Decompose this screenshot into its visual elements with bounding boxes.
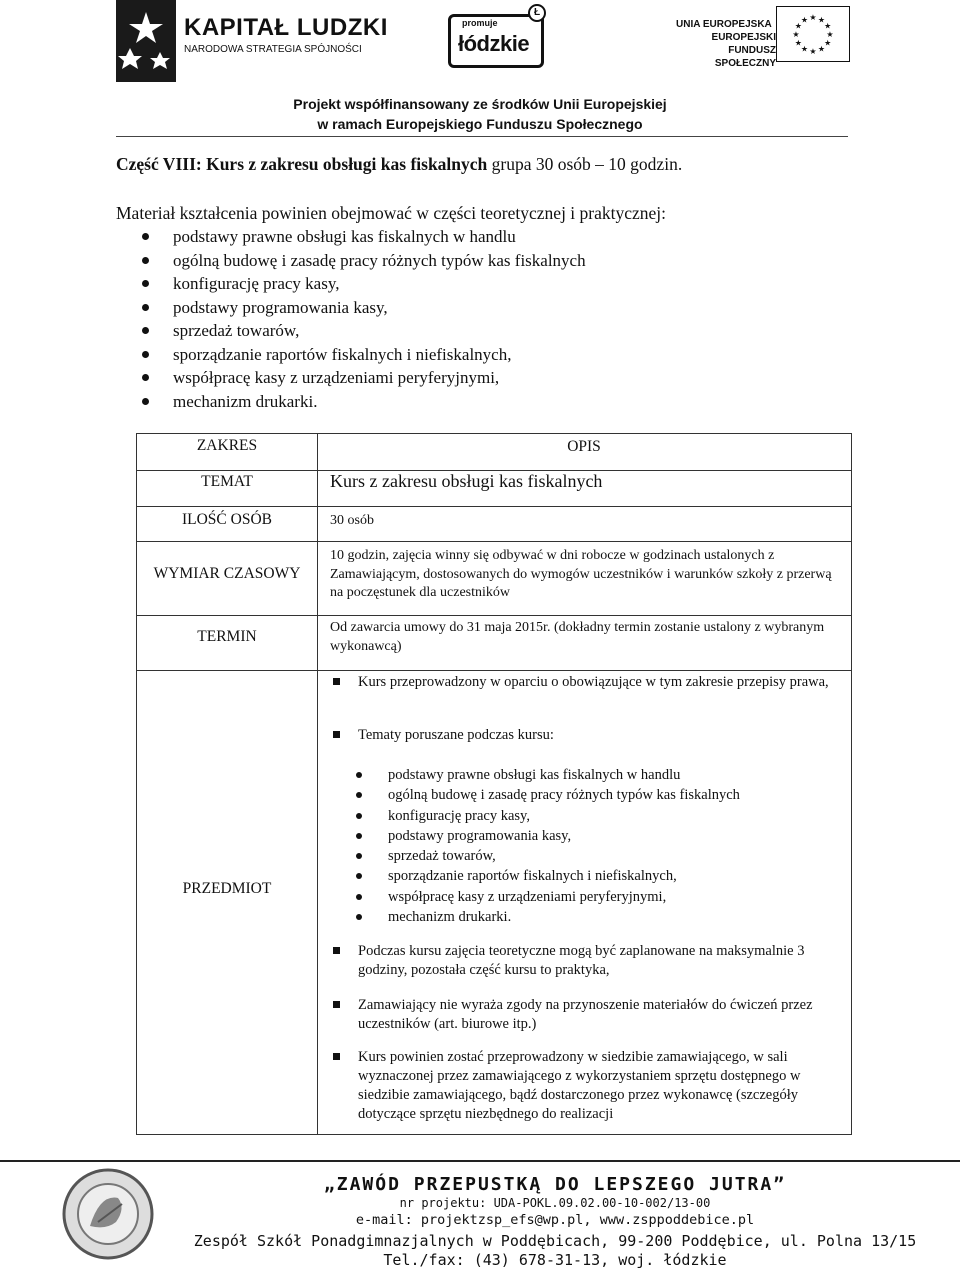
footer-phone: Tel./fax: (43) 678-31-13, woj. łódzkie — [383, 1251, 727, 1269]
list-item: mechanizm drukarki. — [333, 907, 843, 927]
list-item: konfigurację pracy kasy, — [333, 806, 843, 826]
bullet-icon — [356, 792, 362, 798]
list-item: mechanizm drukarki. — [116, 390, 856, 414]
section-heading-bold: Część VIII: Kurs z zakresu obsługi kas fiskalnych — [116, 154, 488, 174]
eu-logo-text: UNIA EUROPEJSKA EUROPEJSKI FUNDUSZ SPOŁECZNY — [676, 19, 776, 69]
przedmiot-note: Podczas kursu zajęcia teoretyczne mogą być zaplanowane na maksymalnie 3 godziny, pozostała część kursu to praktyka, — [333, 942, 843, 980]
list-item: podstawy programowania kasy, — [333, 826, 843, 846]
school-seal-icon — [60, 1164, 156, 1264]
kapital-ludzki-logo — [116, 0, 388, 82]
list-item: podstawy programowania kasy, — [116, 296, 856, 320]
bullet-icon — [356, 833, 362, 839]
promuje-lodzkie-logo — [448, 4, 546, 64]
footer-email: e-mail: projektzsp_efs@wp.pl, www.zsppoddebice.pl — [355, 1212, 755, 1228]
bullet-icon — [142, 351, 149, 358]
intro-list — [116, 225, 856, 413]
wymiar-value: 10 godzin, zajęcia winny się odbywać w dni robocze w godzinach ustalonych z Zamawiającym, dostosowanych do wymogów uczestników i warunków szkoły z przerwą na poczęstunek dla uczestników — [330, 548, 832, 600]
bullet-icon — [142, 327, 149, 334]
intro-text: Materiał kształcenia powinien obejmować w części teoretycznej i praktycznej: — [116, 203, 667, 223]
section-heading — [116, 154, 856, 175]
eu-star-icon: ★ — [824, 21, 832, 31]
lodzkie-mark-icon: Ł — [528, 4, 546, 22]
section-heading-rest: grupa 30 osób – 10 godzin. — [487, 154, 683, 174]
footer-divider — [0, 1160, 960, 1162]
kapital-ludzki-emblem-icon — [116, 0, 176, 82]
square-bullet-icon — [333, 678, 340, 685]
footer-project-no: nr projektu: UDA-POKL.09.02.00-10-002/13-00 — [399, 1196, 711, 1210]
bullet-icon — [142, 280, 149, 287]
bullet-icon — [356, 813, 362, 819]
project-cofinanced-line: Projekt współfinansowany ze środków Unii Europejskiej — [293, 96, 667, 112]
eu-star-icon: ★ — [817, 15, 826, 25]
eu-star-icon: ★ — [824, 38, 832, 48]
header-opis: OPIS — [567, 438, 601, 455]
bullet-icon — [142, 374, 149, 381]
list-item: sprzedaż towarów, — [116, 319, 856, 343]
list-item: sporządzanie raportów fiskalnych i niefiskalnych, — [333, 866, 843, 886]
eu-star-icon: ★ — [800, 15, 809, 25]
eu-flag-icon — [776, 6, 850, 62]
przedmiot-note: Kurs przeprowadzony w oparciu o obowiązujące w tym zakresie przepisy prawa, — [333, 673, 843, 692]
eu-star-icon: ★ — [809, 47, 817, 56]
przedmiot-note: Zamawiający nie wyraża zgody na przynoszenie materiałów do ćwiczeń przez uczestników (art. biurowe itp.) — [333, 996, 843, 1034]
ilosc-value: 30 osób — [330, 513, 374, 528]
kapital-ludzki-title: KAPITAŁ LUDZKI — [184, 14, 388, 41]
footer-school: Zespół Szkół Ponadgimnazjalnych w Poddębicach, 99-200 Poddębice, ul. Polna 13/15 — [193, 1232, 917, 1250]
przedmiot-label: PRZEDMIOT — [182, 880, 272, 897]
eu-star-icon: ★ — [794, 38, 802, 48]
square-bullet-icon — [333, 947, 340, 954]
header-zakres: ZAKRES — [196, 437, 258, 454]
list-item: współpracę kasy z urządzeniami peryferyjnymi, — [333, 887, 843, 907]
kapital-ludzki-subtitle: NARODOWA STRATEGIA SPÓJNOŚCI — [184, 44, 362, 55]
bullet-icon — [356, 853, 362, 859]
bullet-icon — [356, 873, 362, 879]
list-item: sprzedaż towarów, — [333, 846, 843, 866]
list-item: ogólną budowę i zasadę pracy różnych typów kas fiskalnych — [116, 249, 856, 273]
list-item: współpracę kasy z urządzeniami peryferyjnymi, — [116, 366, 856, 390]
list-item: podstawy prawne obsługi kas fiskalnych w handlu — [333, 765, 843, 785]
bullet-icon — [356, 772, 362, 778]
lodzkie-label: łódzkie — [458, 31, 530, 56]
przedmiot-note: Kurs powinien zostać przeprowadzony w siedzibie zamawiającego, w sali wyznaczonej przez zamawiającego z wykorzystaniem sprzętu dostępnego w siedzibie zamawiającego, bądź dostarczonego przez wykonawcę (szczegóły dotyczące sprzętu niezbędnego do realizacji — [333, 1048, 843, 1124]
eu-star-icon: ★ — [809, 13, 817, 22]
eu-star-icon: ★ — [826, 30, 834, 39]
list-item: konfigurację pracy kasy, — [116, 272, 856, 296]
temat-label: TEMAT — [201, 473, 253, 490]
eu-star-icon: ★ — [794, 21, 802, 31]
eu-star-icon: ★ — [817, 44, 826, 54]
wymiar-label: WYMIAR CZASOWY — [153, 565, 301, 582]
square-bullet-icon — [333, 731, 340, 738]
square-bullet-icon — [333, 1053, 340, 1060]
termin-value: Od zawarcia umowy do 31 maja 2015r. (dokładny termin zostanie ustalony z wybranym wykonawcą) — [330, 620, 825, 654]
list-item: sporządzanie raportów fiskalnych i niefiskalnych, — [116, 343, 856, 367]
list-item: podstawy prawne obsługi kas fiskalnych w handlu — [116, 225, 856, 249]
course-table — [136, 433, 852, 1135]
footer-slogan: „ZAWÓD PRZEPUSTKĄ DO LEPSZEGO JUTRA” — [323, 1174, 787, 1195]
ilosc-label: ILOŚĆ OSÓB — [181, 511, 272, 528]
bullet-icon — [356, 894, 362, 900]
przedmiot-note: Tematy poruszane podczas kursu: — [333, 726, 843, 745]
bullet-icon — [142, 398, 149, 405]
bullet-icon — [142, 257, 149, 264]
eu-star-icon: ★ — [800, 44, 809, 54]
bullet-icon — [142, 304, 149, 311]
eu-star-icon: ★ — [792, 30, 800, 39]
termin-label: TERMIN — [197, 628, 257, 645]
project-efs-line: w ramach Europejskiego Funduszu Społecznego — [317, 116, 643, 132]
bullet-icon — [142, 233, 149, 240]
list-item: ogólną budowę i zasadę pracy różnych typów kas fiskalnych — [333, 785, 843, 805]
temat-value: Kurs z zakresu obsługi kas fiskalnych — [330, 471, 603, 491]
square-bullet-icon — [333, 1001, 340, 1008]
przedmiot-topics-list — [333, 765, 843, 927]
bullet-icon — [356, 914, 362, 920]
header-divider — [116, 136, 848, 137]
promuje-label: promuje — [462, 18, 498, 28]
